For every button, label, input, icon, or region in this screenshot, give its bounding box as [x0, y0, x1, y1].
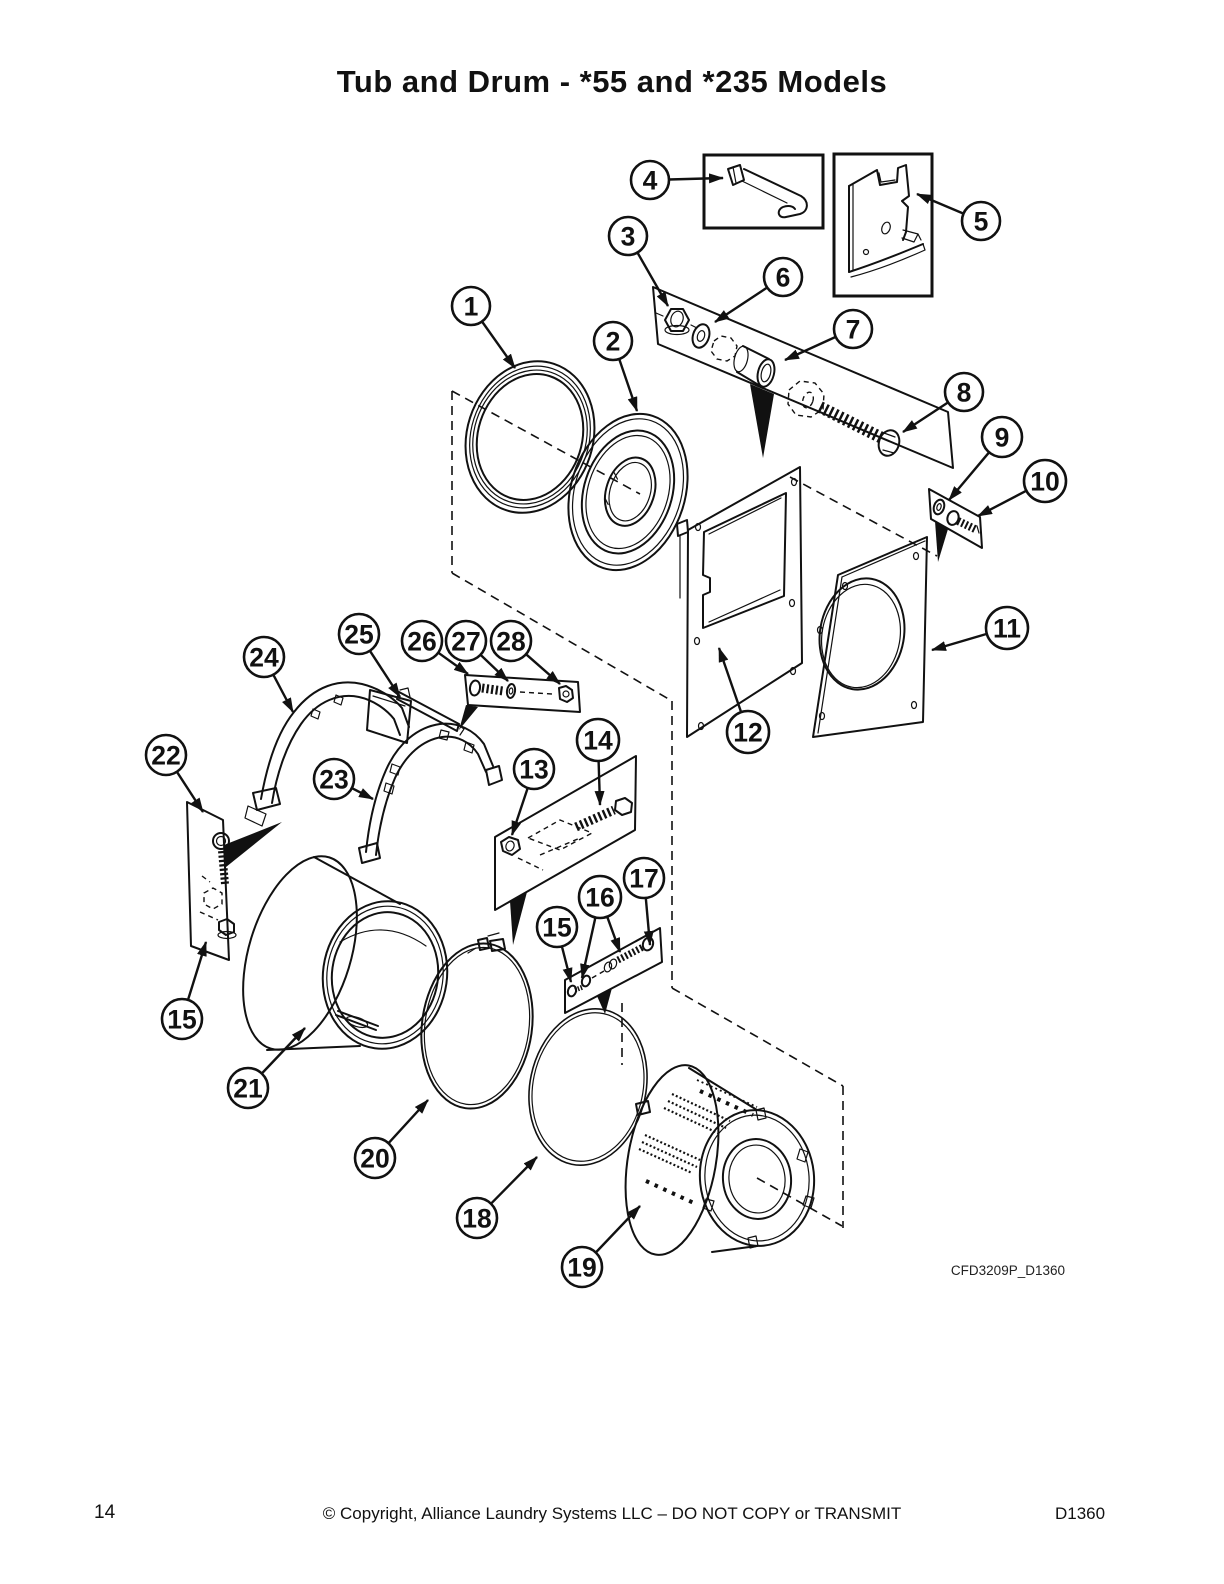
svg-text:20: 20 — [360, 1143, 390, 1174]
svg-text:28: 28 — [496, 626, 526, 657]
svg-text:5: 5 — [973, 206, 989, 237]
document-number: D1360 — [1055, 1504, 1106, 1523]
callout-24 — [244, 637, 293, 712]
part-box-5-bracket — [834, 154, 932, 296]
callout-10 — [978, 460, 1066, 516]
svg-text:6: 6 — [775, 262, 791, 293]
svg-text:3: 3 — [620, 221, 636, 252]
callout-5 — [917, 194, 1000, 240]
svg-text:14: 14 — [583, 725, 613, 756]
svg-text:21: 21 — [233, 1073, 263, 1104]
part-2-seal-disc — [549, 398, 707, 585]
svg-text:15: 15 — [542, 912, 572, 943]
callout-18 — [457, 1157, 537, 1238]
callout-25 — [339, 614, 400, 697]
svg-text:27: 27 — [451, 626, 481, 657]
svg-text:22: 22 — [151, 740, 181, 771]
svg-text:10: 10 — [1030, 466, 1060, 497]
svg-text:7: 7 — [845, 314, 861, 345]
panel-band-bolt-washer-nut — [465, 675, 580, 712]
figure-code: CFD3209P_D1360 — [950, 1263, 1065, 1278]
part-1-gasket-ring — [446, 344, 613, 529]
copyright-notice: © Copyright, Alliance Laundry Systems LLC – DO NOT COPY or TRANSMIT — [322, 1504, 902, 1523]
svg-text:17: 17 — [629, 863, 659, 894]
svg-text:26: 26 — [407, 626, 437, 657]
svg-text:12: 12 — [733, 717, 763, 748]
svg-text:16: 16 — [585, 882, 615, 913]
panel-nut-washer-spacer-bolt — [653, 287, 953, 468]
page-title: Tub and Drum - *55 and *235 Models — [336, 64, 888, 99]
callout-7 — [785, 310, 872, 360]
callout-4 — [631, 161, 723, 199]
callout-16 — [579, 876, 621, 978]
part-25-link-strip — [397, 688, 464, 735]
callout-11 — [932, 607, 1028, 650]
panel-screws-15-16-17 — [565, 928, 662, 1013]
page-number: 14 — [94, 1502, 116, 1523]
svg-text:25: 25 — [344, 619, 374, 650]
svg-text:8: 8 — [956, 377, 972, 408]
svg-text:13: 13 — [519, 754, 549, 785]
part-12-frame-panel — [677, 467, 802, 737]
callout-1 — [452, 287, 515, 368]
callout-3 — [609, 217, 668, 306]
part-11-front-panel — [811, 537, 927, 737]
svg-text:15: 15 — [167, 1004, 197, 1035]
callout-6 — [715, 258, 802, 322]
callout-22 — [146, 735, 203, 812]
svg-text:2: 2 — [605, 326, 621, 357]
construction-lines — [452, 391, 937, 1228]
callout-15 — [537, 907, 577, 982]
callout-2 — [594, 322, 637, 411]
callout-8 — [903, 373, 983, 432]
callout-21 — [228, 1028, 305, 1108]
svg-text:1: 1 — [463, 291, 479, 322]
callouts — [146, 161, 1066, 1287]
callout-15 — [162, 942, 206, 1039]
svg-text:11: 11 — [992, 613, 1022, 644]
svg-text:9: 9 — [994, 422, 1010, 453]
svg-text:24: 24 — [249, 642, 279, 673]
svg-text:4: 4 — [642, 165, 658, 196]
part-20-clamp-ring — [411, 933, 543, 1116]
panel-bolt-22 — [187, 802, 236, 960]
callout-23 — [314, 759, 373, 799]
page-footer — [0, 1502, 1224, 1528]
callout-14 — [577, 719, 619, 805]
callout-20 — [355, 1100, 428, 1178]
callout-17 — [624, 858, 664, 945]
svg-text:23: 23 — [319, 764, 349, 795]
svg-text:19: 19 — [567, 1252, 597, 1283]
callout-9 — [949, 417, 1022, 500]
svg-text:18: 18 — [462, 1203, 492, 1234]
part-box-4-clip — [704, 155, 823, 228]
callout-13 — [512, 749, 554, 835]
part-23-band — [359, 724, 502, 863]
callout-19 — [562, 1206, 640, 1287]
